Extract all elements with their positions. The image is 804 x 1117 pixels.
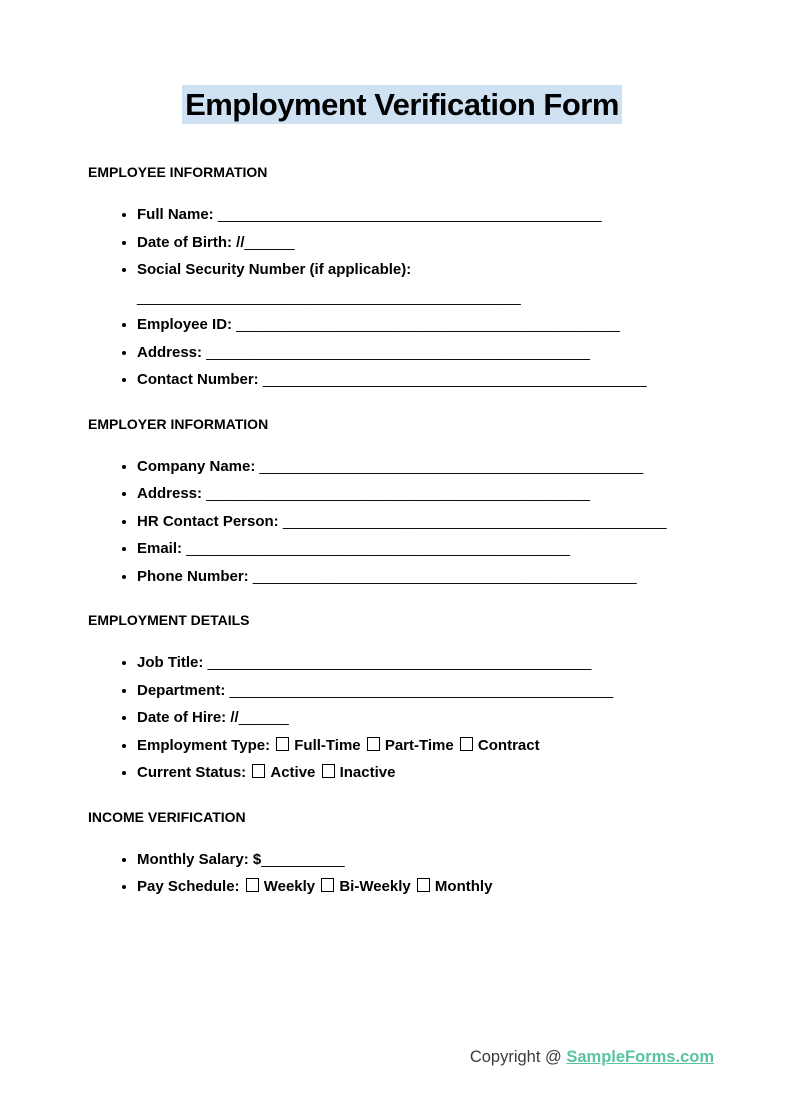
field-label: Full Name:	[137, 206, 214, 223]
field-label: Social Security Number (if applicable):	[137, 261, 412, 278]
income-verification-list	[88, 846, 716, 901]
footer	[470, 1048, 714, 1067]
field-prefix: //	[230, 709, 239, 726]
checkbox-label: Active	[270, 764, 316, 781]
field-blank-line: ______________________________________________	[236, 316, 620, 333]
employment-details-list	[88, 649, 716, 787]
field-employment-type	[137, 732, 716, 760]
checkbox-icon	[322, 764, 335, 778]
field-department	[137, 677, 716, 705]
checkbox-label: Contract	[477, 736, 540, 754]
page-title: Employment Verification Form	[182, 85, 622, 124]
checkbox-icon	[321, 878, 334, 892]
field-blank-line: ______________________________________________	[206, 343, 590, 361]
field-label: Employment Type:	[137, 736, 271, 754]
field-full-name	[137, 201, 716, 229]
field-pay-schedule	[137, 873, 716, 901]
field-label: Contact Number:	[137, 371, 259, 388]
checkbox-icon	[276, 737, 289, 751]
field-blank-line: ______________________________________________	[229, 681, 614, 699]
field-date-of-birth	[137, 229, 716, 257]
field-employee-address	[137, 339, 716, 367]
section-heading-income-verification: INCOME VERIFICATION	[88, 808, 246, 825]
field-label: Company Name:	[137, 457, 256, 475]
checkbox-label: Inactive	[339, 764, 396, 781]
field-label: Department:	[137, 681, 226, 699]
field-prefix: //	[236, 233, 245, 251]
field-hr-contact-person	[137, 508, 716, 536]
employee-information-list	[88, 201, 716, 394]
field-blank-line: ______________________________________________	[282, 512, 667, 530]
checkbox-option	[319, 878, 410, 895]
field-label: Date of Hire:	[137, 709, 227, 726]
field-employee-id	[137, 311, 716, 339]
footer-link[interactable]: SampleForms.com	[566, 1048, 714, 1066]
checkbox-icon	[460, 737, 473, 751]
field-blank-line: ______________________________________________	[207, 654, 592, 671]
section-heading-employment-details: EMPLOYMENT DETAILS	[88, 612, 250, 628]
field-label: HR Contact Person:	[137, 512, 279, 530]
checkbox-icon	[367, 737, 380, 751]
field-label: Pay Schedule:	[137, 878, 240, 895]
field-blank-line: ______________________________________________	[262, 371, 647, 388]
field-label: Address:	[137, 343, 203, 361]
field-current-status	[137, 759, 716, 787]
field-label: Monthly Salary:	[137, 850, 249, 868]
field-label: Phone Number:	[137, 567, 249, 585]
field-date-of-hire	[137, 704, 716, 732]
checkbox-label: Full-Time	[294, 736, 361, 754]
document-title-wrap	[88, 85, 716, 124]
field-contact-number	[137, 366, 716, 394]
field-label: Email:	[137, 540, 183, 557]
checkbox-icon	[246, 878, 259, 892]
field-job-title	[137, 649, 716, 677]
field-label: Current Status:	[137, 764, 247, 781]
field-label: Address:	[137, 485, 203, 502]
field-monthly-salary	[137, 846, 716, 874]
field-blank-line: ______________________________________________	[259, 457, 644, 475]
checkbox-option	[320, 764, 396, 781]
field-label: Date of Birth:	[137, 233, 232, 251]
field-employer-address	[137, 480, 716, 508]
checkbox-label: Bi-Weekly	[339, 878, 411, 895]
field-blank-line: ______	[238, 709, 289, 726]
checkbox-option	[244, 878, 315, 895]
section-heading-employee-information: EMPLOYEE INFORMATION	[88, 164, 268, 180]
field-social-security-number	[137, 256, 716, 311]
field-company-name	[137, 453, 716, 481]
checkbox-option	[274, 737, 360, 754]
field-blank-line: ______________________________________________	[137, 288, 521, 306]
field-label: Employee ID:	[137, 316, 233, 333]
checkbox-label: Monthly	[434, 878, 493, 895]
field-blank-line: ______________________________________________	[186, 540, 570, 557]
field-label: Job Title:	[137, 654, 204, 671]
employer-information-list	[88, 453, 716, 591]
field-blank-line: ______________________________________________	[252, 567, 637, 585]
copyright-text: Copyright @	[469, 1048, 562, 1066]
checkbox-label: Part-Time	[384, 736, 454, 754]
field-prefix: $	[252, 850, 262, 868]
checkbox-icon	[252, 764, 265, 778]
checkbox-option	[458, 737, 540, 754]
field-phone-number	[137, 563, 716, 591]
field-blank-line: __________	[261, 850, 345, 868]
checkbox-option	[365, 737, 454, 754]
checkbox-icon	[417, 878, 430, 892]
section-heading-employer-information: EMPLOYER INFORMATION	[88, 415, 269, 432]
checkbox-option	[415, 878, 493, 895]
field-blank-line: ______	[244, 233, 295, 251]
field-blank-line: ______________________________________________	[217, 206, 602, 223]
document-page	[0, 85, 804, 901]
checkbox-option	[250, 764, 315, 781]
field-email	[137, 535, 716, 563]
field-blank-line: ______________________________________________	[206, 485, 590, 502]
checkbox-label: Weekly	[263, 878, 316, 895]
